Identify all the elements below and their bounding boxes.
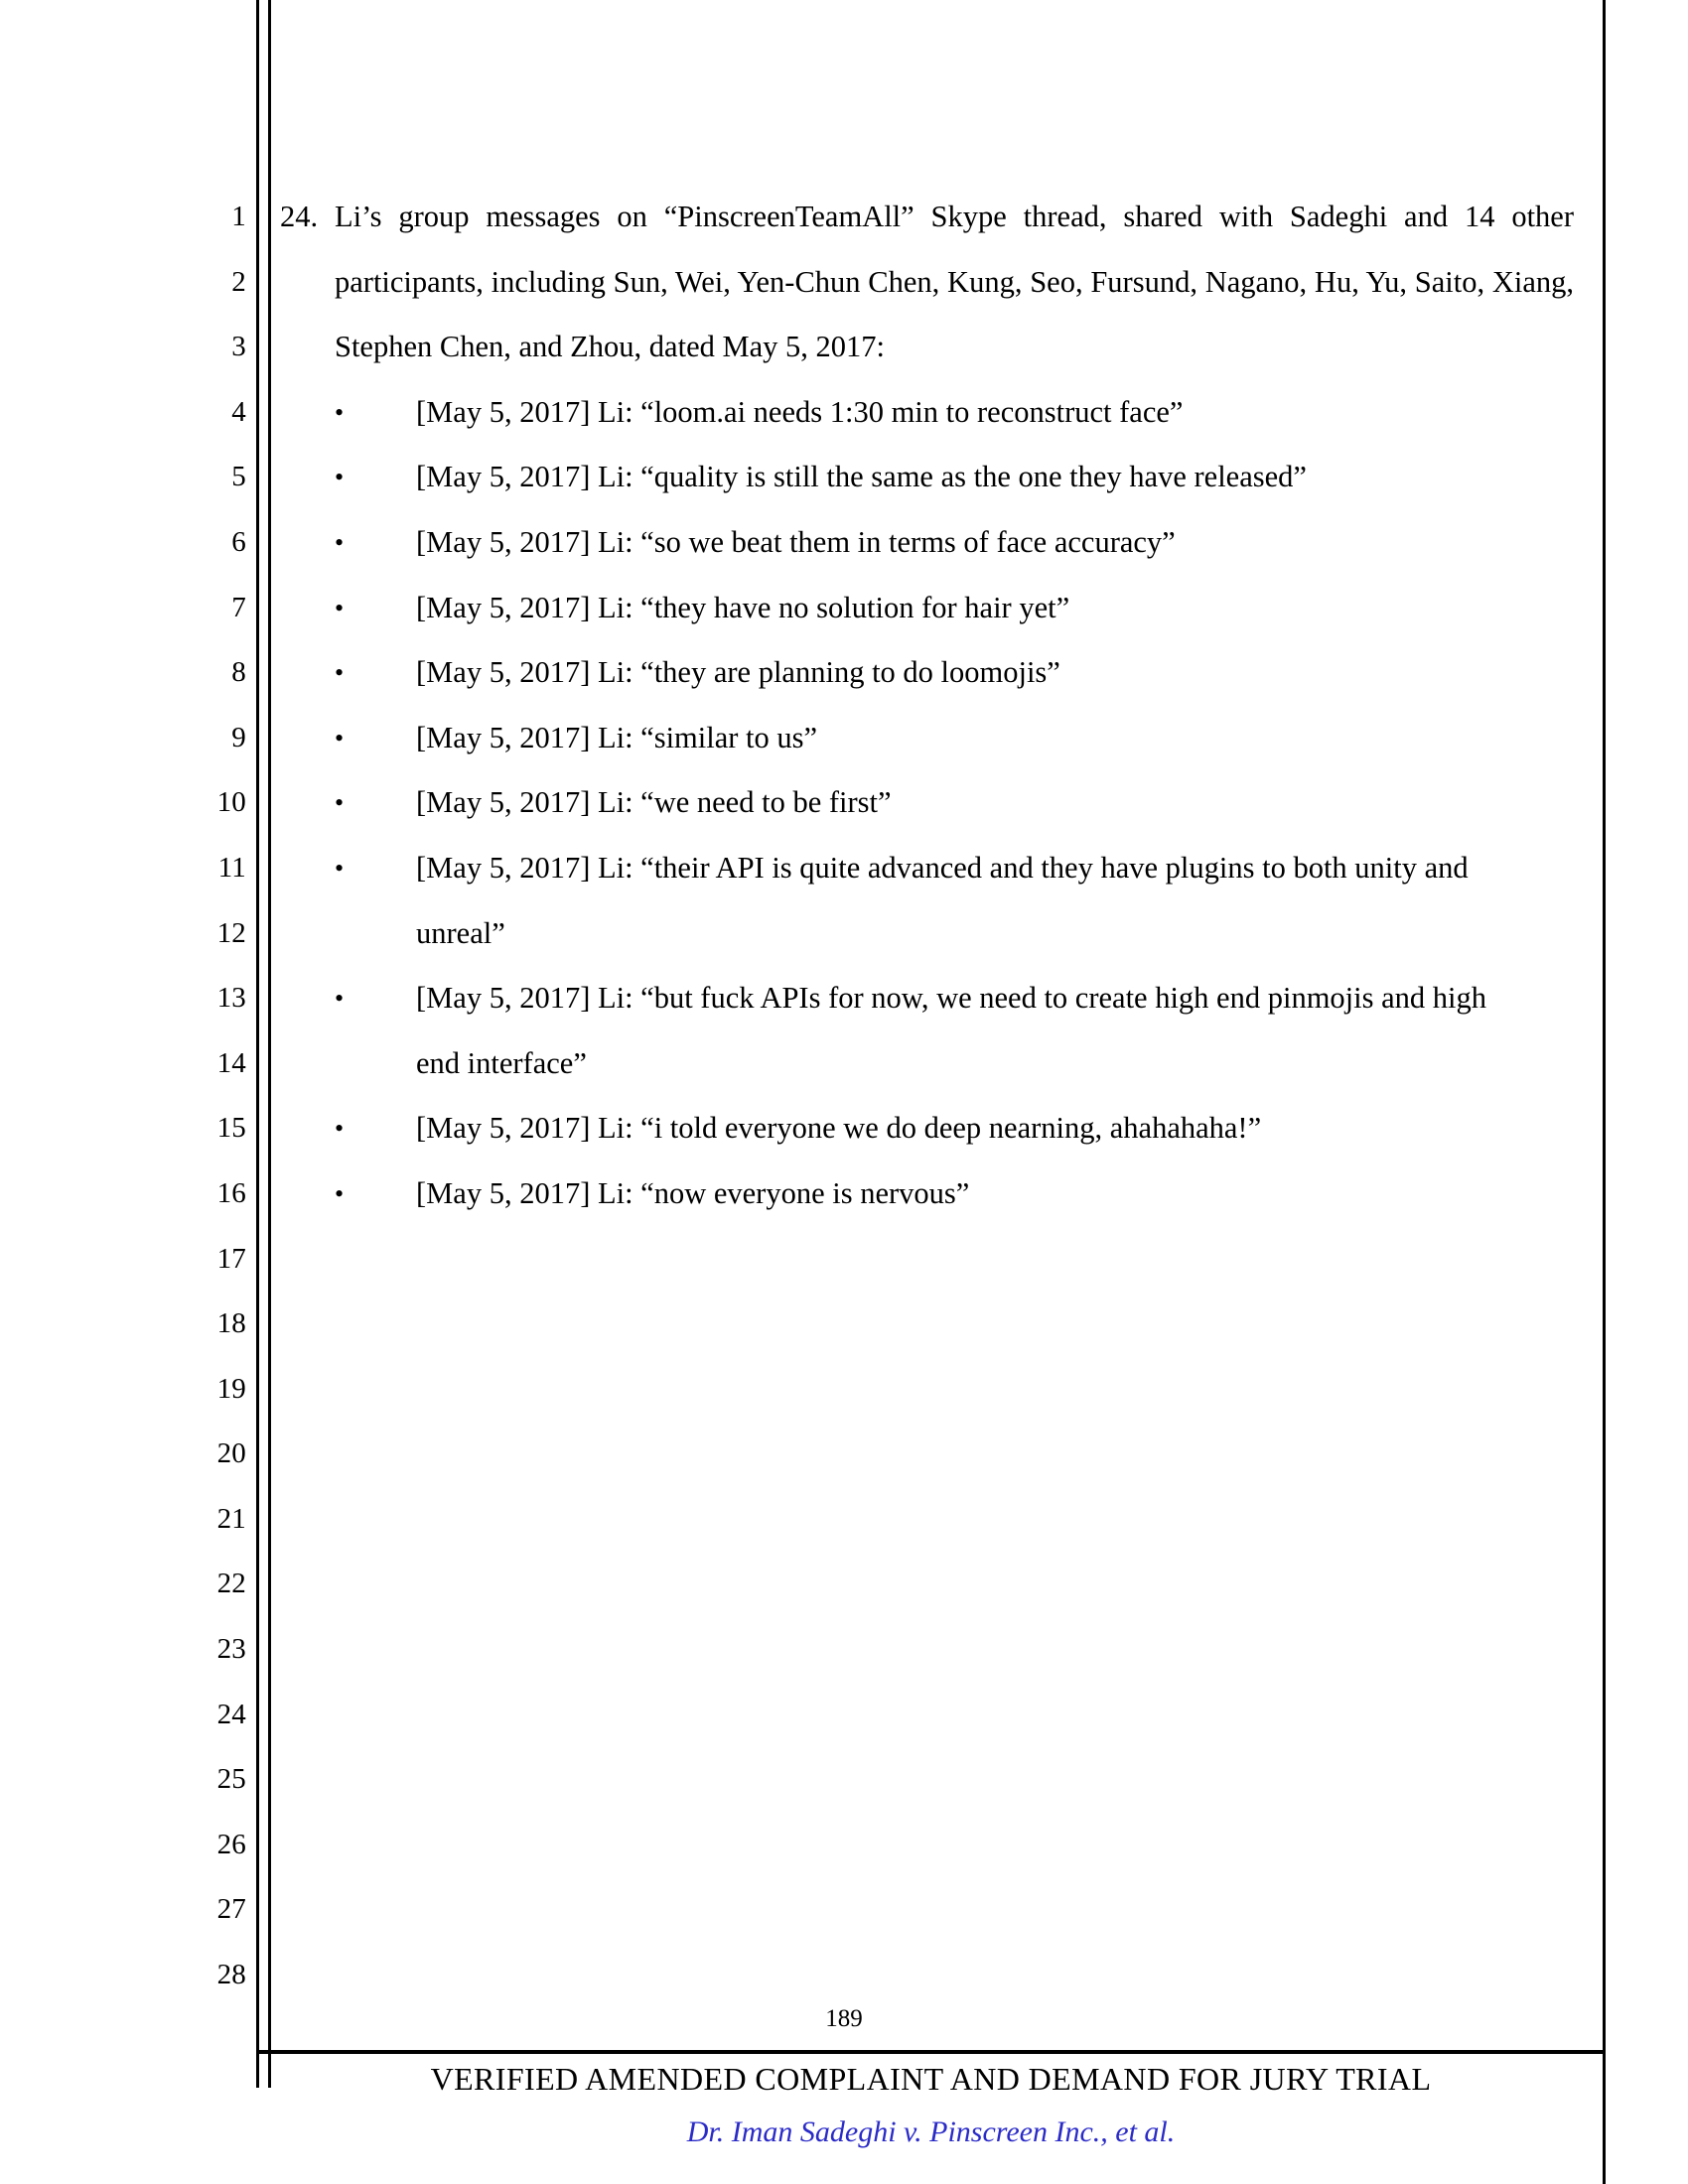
line-number: 13 bbox=[216, 982, 246, 1015]
list-item bbox=[280, 576, 1574, 641]
footer-divider bbox=[256, 2050, 1606, 2054]
line-number: 11 bbox=[217, 851, 246, 884]
line-number: 15 bbox=[216, 1112, 246, 1145]
line-number: 3 bbox=[231, 331, 246, 363]
list-item-text: unreal” bbox=[416, 915, 505, 950]
bullet-icon: • bbox=[335, 788, 345, 818]
list-item-text: [May 5, 2017] Li: “so we beat them in terms of face accuracy” bbox=[416, 524, 1176, 559]
list-item-text: [May 5, 2017] Li: “i told everyone we do deep nearning, ahahahaha!” bbox=[416, 1111, 1262, 1146]
page-right-border bbox=[1603, 0, 1606, 2184]
list-item bbox=[280, 510, 1574, 576]
line-number: 25 bbox=[216, 1763, 246, 1796]
list-item bbox=[280, 445, 1574, 510]
page-number: 189 bbox=[825, 2005, 863, 2032]
skype-message-list bbox=[280, 380, 1574, 1227]
line-number: 4 bbox=[231, 395, 246, 428]
bullet-icon: • bbox=[335, 527, 345, 557]
list-item bbox=[280, 640, 1574, 706]
line-number: 23 bbox=[216, 1633, 246, 1666]
list-item-text: [May 5, 2017] Li: “similar to us” bbox=[416, 720, 818, 754]
line-number: 14 bbox=[216, 1046, 246, 1079]
line-number: 8 bbox=[231, 656, 246, 689]
bullet-icon: • bbox=[335, 463, 345, 492]
line-number: 28 bbox=[216, 1959, 246, 1991]
list-item-text: end interface” bbox=[416, 1045, 587, 1080]
list-item-text: [May 5, 2017] Li: “but fuck APIs for now, we need to create high end pinmojis and high bbox=[416, 981, 1486, 1016]
line-number: 16 bbox=[216, 1176, 246, 1209]
list-item bbox=[280, 1161, 1574, 1227]
line-number: 17 bbox=[216, 1242, 246, 1275]
line-number: 7 bbox=[231, 591, 246, 623]
footer-case-caption: Dr. Iman Sadeghi v. Pinscreen Inc., et al. bbox=[686, 2116, 1176, 2148]
list-item bbox=[280, 836, 1574, 901]
line-number: 21 bbox=[216, 1502, 246, 1535]
list-item bbox=[280, 901, 1574, 967]
footer-title: VERIFIED AMENDED COMPLAINT AND DEMAND FOR JURY TRIAL bbox=[430, 2061, 1432, 2097]
document-body bbox=[280, 185, 1574, 1227]
bullet-icon: • bbox=[335, 658, 345, 688]
line-number: 10 bbox=[216, 786, 246, 819]
list-item bbox=[280, 966, 1574, 1031]
bullet-icon: • bbox=[335, 984, 345, 1014]
list-item-text: [May 5, 2017] Li: “we need to be first” bbox=[416, 785, 892, 820]
line-number: 20 bbox=[216, 1437, 246, 1470]
bullet-icon: • bbox=[335, 593, 345, 622]
line-number: 24 bbox=[216, 1698, 246, 1730]
list-item bbox=[280, 1031, 1574, 1097]
list-item-text: [May 5, 2017] Li: “they have no solution for hair yet” bbox=[416, 590, 1070, 624]
list-item-text: [May 5, 2017] Li: “their API is quite advanced and they have plugins to both unity and bbox=[416, 850, 1469, 885]
line-number: 18 bbox=[216, 1307, 246, 1340]
line-number: 19 bbox=[216, 1372, 246, 1405]
line-number-column bbox=[195, 185, 246, 2008]
line-number: 5 bbox=[231, 461, 246, 493]
paragraph-line: Saito, Xiang, Stephen Chen, and Zhou, dated May 5, 2017: bbox=[335, 264, 1574, 364]
line-number: 2 bbox=[231, 265, 246, 298]
line-number: 1 bbox=[231, 201, 246, 232]
bullet-icon: • bbox=[335, 723, 345, 752]
pleading-rule-outer bbox=[256, 0, 259, 2088]
paragraph-line: participants, including Sun, Wei, Yen-Chun Chen, Kung, Seo, Fursund, Nagano, Hu, Yu, bbox=[335, 264, 1407, 299]
line-number: 22 bbox=[216, 1568, 246, 1600]
list-item-text: [May 5, 2017] Li: “quality is still the same as the one they have released” bbox=[416, 460, 1307, 494]
paragraph-number: 24. bbox=[280, 200, 319, 233]
line-number: 12 bbox=[216, 916, 246, 949]
bullet-icon: • bbox=[335, 397, 345, 427]
line-number: 6 bbox=[231, 525, 246, 558]
list-item bbox=[280, 380, 1574, 446]
line-number: 9 bbox=[231, 721, 246, 753]
list-item bbox=[280, 706, 1574, 771]
paragraph-24 bbox=[280, 185, 1574, 380]
bullet-icon: • bbox=[335, 1114, 345, 1144]
list-item bbox=[280, 1096, 1574, 1161]
list-item bbox=[280, 770, 1574, 836]
list-item-text: [May 5, 2017] Li: “they are planning to do loomojis” bbox=[416, 655, 1060, 690]
bullet-icon: • bbox=[335, 1178, 345, 1208]
bullet-icon: • bbox=[335, 853, 345, 883]
list-item-text: [May 5, 2017] Li: “now everyone is nervous” bbox=[416, 1175, 970, 1210]
pleading-rule-inner bbox=[268, 0, 271, 2088]
line-number: 26 bbox=[216, 1828, 246, 1860]
line-number: 27 bbox=[216, 1893, 246, 1926]
list-item-text: [May 5, 2017] Li: “loom.ai needs 1:30 min to reconstruct face” bbox=[416, 394, 1184, 429]
paragraph-line: Li’s group messages on “PinscreenTeamAll” Skype thread, shared with Sadeghi and 14 other bbox=[335, 200, 1574, 233]
